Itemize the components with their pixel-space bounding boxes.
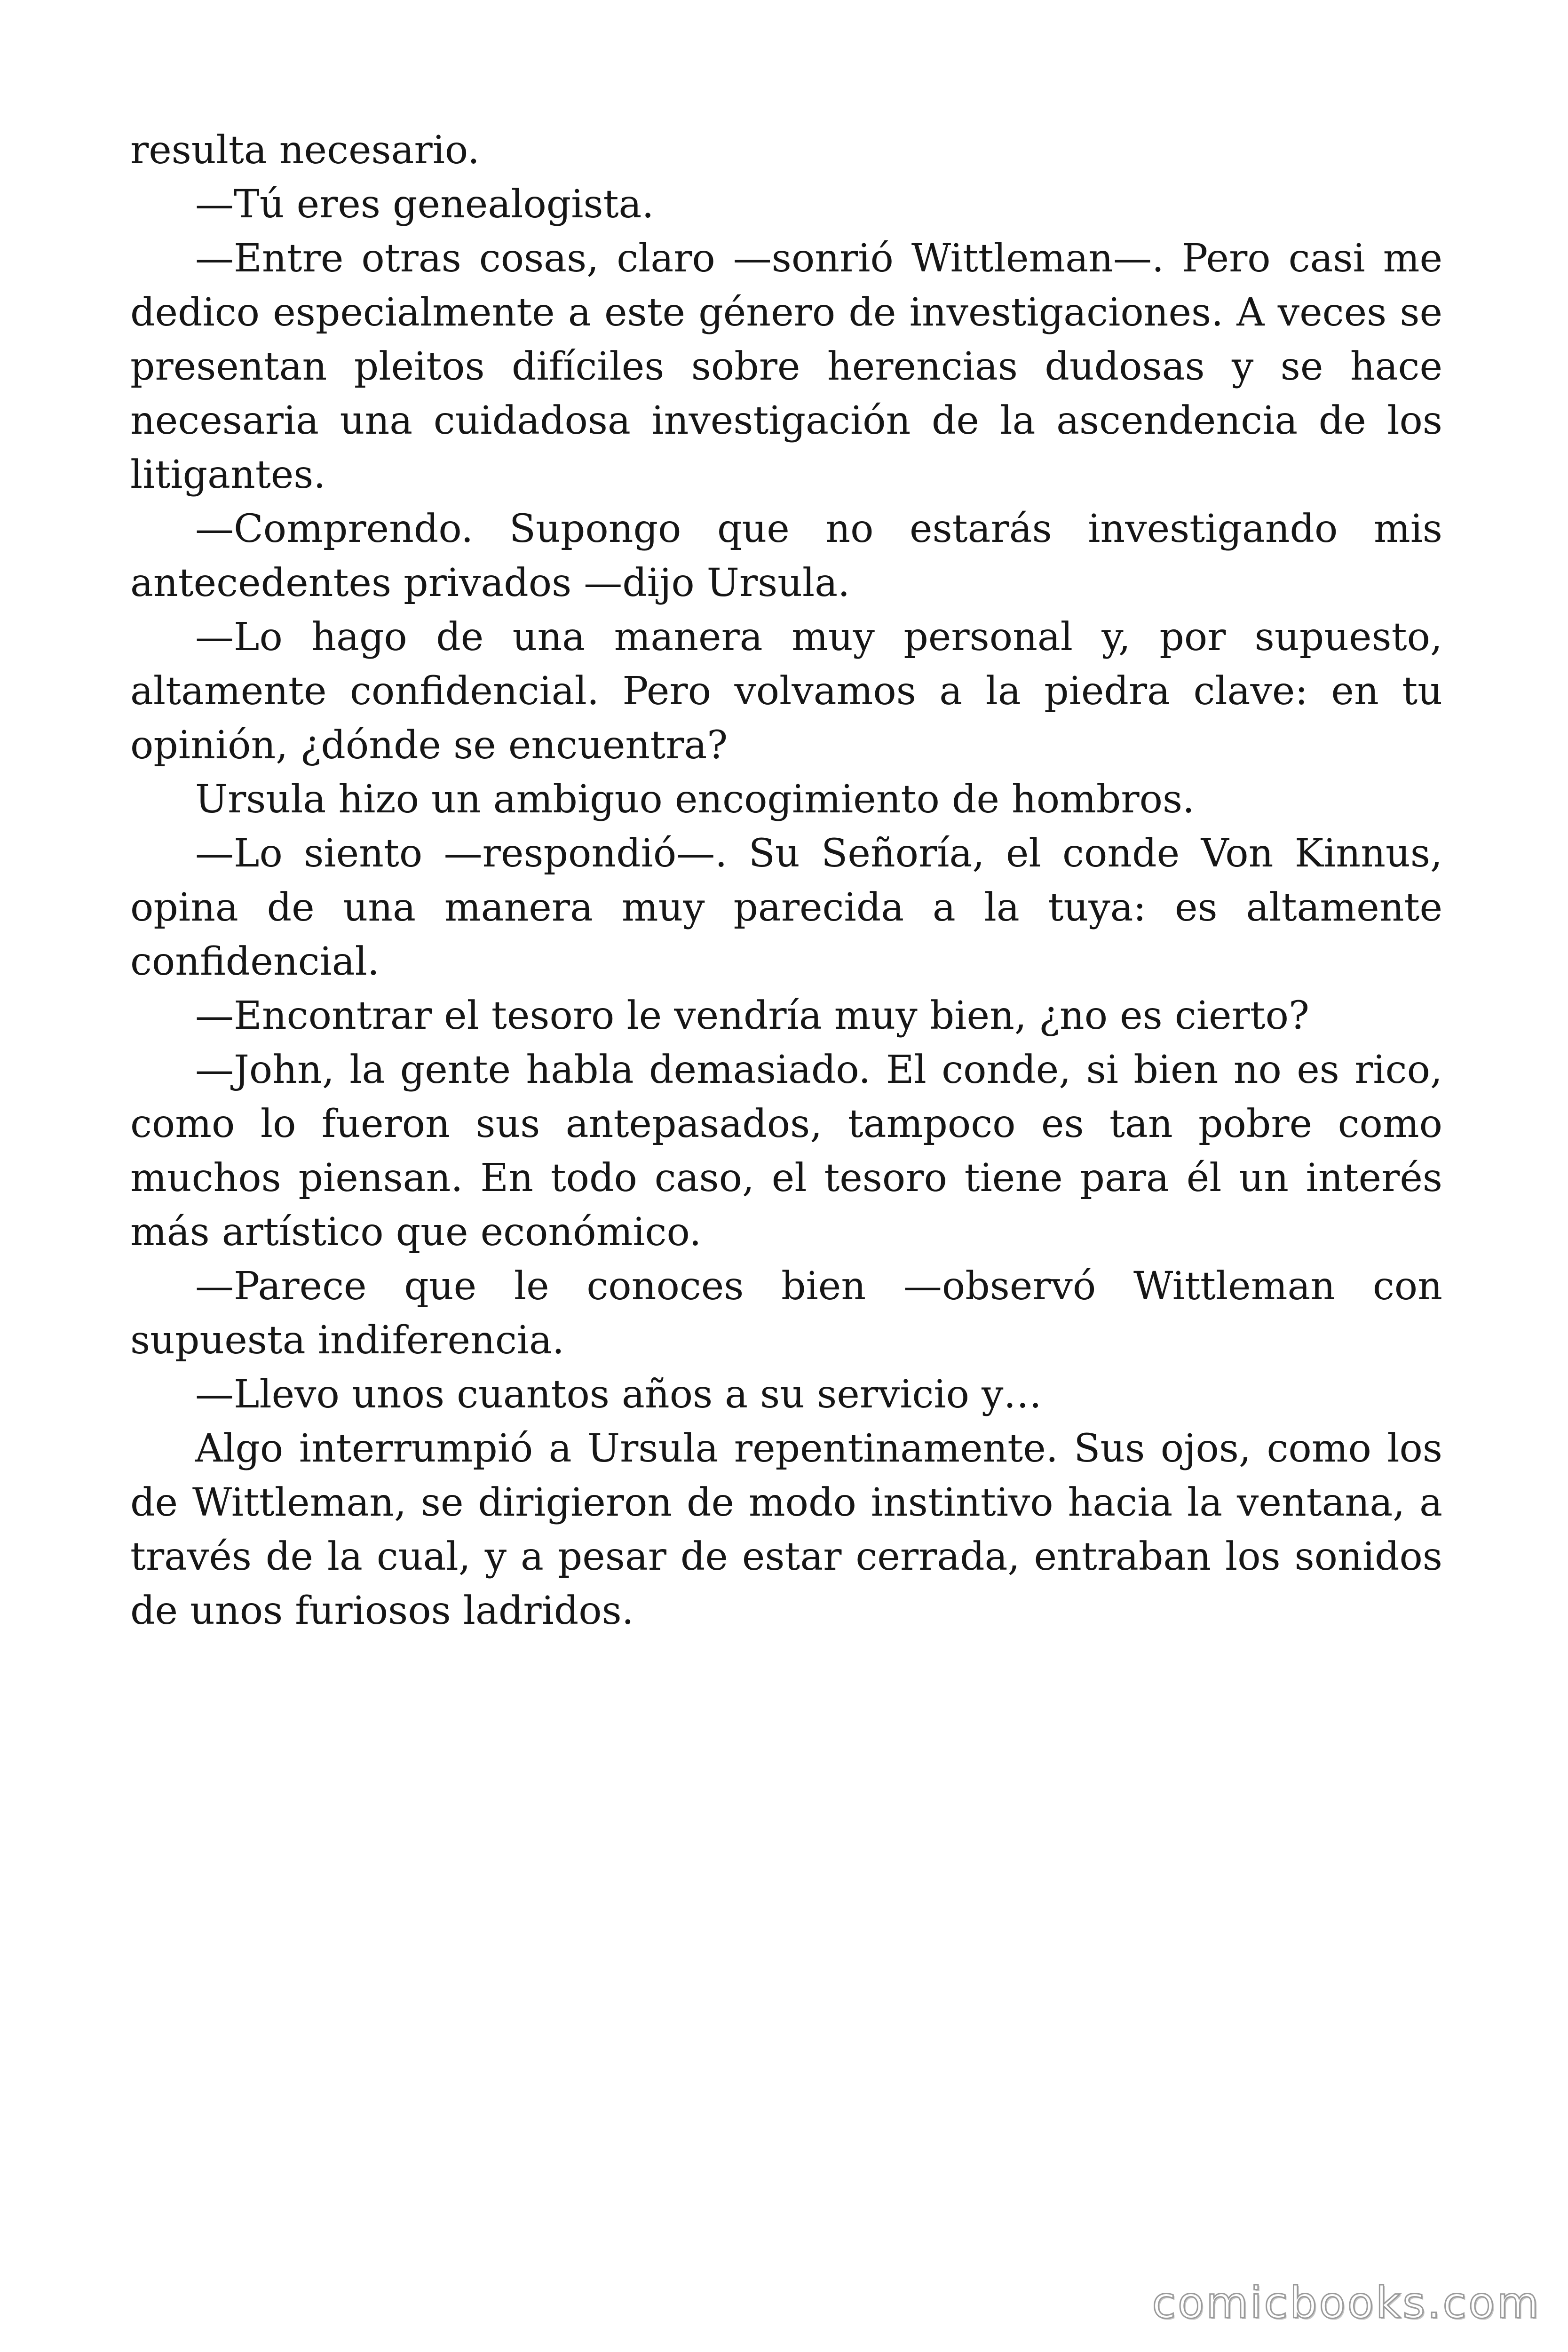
paragraph-9: —John, la gente habla demasiado. El conde, si bien no es rico, como lo fueron sus antepasados, tampoco es tan pobre como muchos piensan. En todo caso, el tesoro tiene para él un interés más artístico que económico. (130, 1048, 1442, 1255)
paragraph-5: —Lo hago de una manera muy personal y, por supuesto, altamente confidencial. Pero volvamos a la piedra clave: en tu opinión, ¿dónde se encuentra? (130, 615, 1442, 768)
book-page-text (130, 123, 1442, 1638)
paragraph-7: —Lo siento —respondió—. Su Señoría, el conde Von Kinnus, opina de una manera muy parecida a la tuya: es altamente confidencial. (130, 831, 1442, 984)
paragraph-4: —Comprendo. Supongo que no estarás investigando mis antecedentes privados —dijo Ursula. (130, 507, 1442, 605)
paragraph-1: resulta necesario. (130, 128, 480, 173)
paragraph-11: —Llevo unos cuantos años a su servicio y… (195, 1372, 1042, 1417)
paragraph-6: Ursula hizo un ambiguo encogimiento de hombros. (195, 777, 1195, 822)
site-watermark: comicbooks.com (1152, 2278, 1541, 2328)
paragraph-3: —Entre otras cosas, claro —sonrió Wittleman—. Pero casi me dedico especialmente a este género de investigaciones. A veces se presentan pleitos difíciles sobre herencias dudosas y se hace necesaria una cuidadosa investigación de la ascendencia de los litigantes. (130, 236, 1442, 497)
paragraph-12: Algo interrumpió a Ursula repentinamente. Sus ojos, como los de Wittleman, se dirigieron de modo instintivo hacia la ventana, a través de la cual, y a pesar de estar cerrada, entraban los sonidos de unos furiosos ladridos. (130, 1426, 1442, 1633)
paragraph-10: —Parece que le conoces bien —observó Wittleman con supuesta indiferencia. (130, 1264, 1442, 1363)
paragraph-2: —Tú eres genealogista. (195, 182, 654, 227)
paragraph-8: —Encontrar el tesoro le vendría muy bien, ¿no es cierto? (195, 993, 1309, 1038)
